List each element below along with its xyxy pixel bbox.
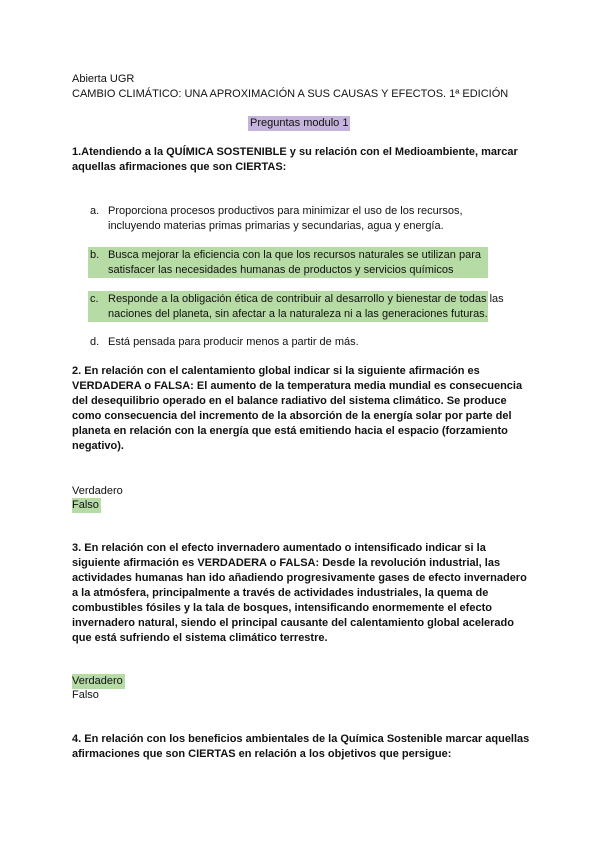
option-verdadero-selected: Verdadero [72, 675, 123, 687]
header-line-1: Abierta UGR [72, 73, 135, 85]
item-marker: d. [90, 336, 100, 348]
question-1: 1.Atendiendo a la QUÍMICA SOSTENIBLE y su relación con el Medioambiente, marcar aquellas afirmaciones que son CIERTAS: [72, 146, 518, 173]
item-text: Busca mejorar la eficiencia con la que los recursos naturales se utilizan para satisfacer las necesidades humanas de productos y servicios químicos [108, 249, 481, 276]
question-3: 3. En relación con el efecto invernadero aumentado o intensificado indicar si la siguiente afirmación es VERDADERA o FALSA: Desde la revolución industrial, las actividades humanas han ido añadiendo progresivamente gases de efecto invernadero a la atmósfera, principalmente a través de actividades industriales, la quema de combustibles fósiles y la tala de bosques, intensificando enormemente el efecto invernadero natural, siendo el principal causante del calentamiento global acelerado que está sufriendo el sistema climático terrestre. [72, 542, 527, 644]
option-falso-selected: Falso [72, 499, 99, 511]
item-marker: a. [90, 205, 100, 217]
question-4: 4. En relación con los beneficios ambientales de la Química Sostenible marcar aquellas afirmaciones que son CIERTAS en relación a los objetivos que persigue: [72, 733, 530, 760]
header-line-2: CAMBIO CLIMÁTICO: UNA APROXIMACIÓN A SUS CAUSAS Y EFECTOS. 1ª EDICIÓN [72, 88, 509, 100]
section-title: Preguntas modulo 1 [250, 117, 349, 129]
item-text: Está pensada para producir menos a partir de más. [108, 336, 359, 348]
item-text: Proporciona procesos productivos para minimizar el uso de los recursos, incluyendo materias primas primarias y secundarias, agua y energía. [108, 205, 463, 232]
answer-item-a [90, 204, 530, 234]
item-marker: c. [90, 293, 99, 305]
answer-item-d [90, 335, 530, 350]
answer-item-b [90, 248, 530, 278]
question-2: 2. En relación con el calentamiento global indicar si la siguiente afirmación es VERDADERA o FALSA: El aumento de la temperatura media mundial es consecuencia del desequilibrio operado en el balance radiativo del sistema climático. Se produce como consecuencia del incremento de la absorción de la energía solar por parte del planeta en relación con la energía que está emitiendo hacia el espacio (forzamiento negativo). [72, 365, 523, 452]
answer-item-c [90, 292, 530, 322]
option-verdadero: Verdadero [72, 485, 123, 497]
item-text: Responde a la obligación ética de contribuir al desarrollo y bienestar de todas las naciones del planeta, sin afectar a la naturaleza ni a las generaciones futuras. [108, 293, 504, 320]
item-marker: b. [90, 249, 100, 261]
option-falso: Falso [72, 689, 99, 701]
